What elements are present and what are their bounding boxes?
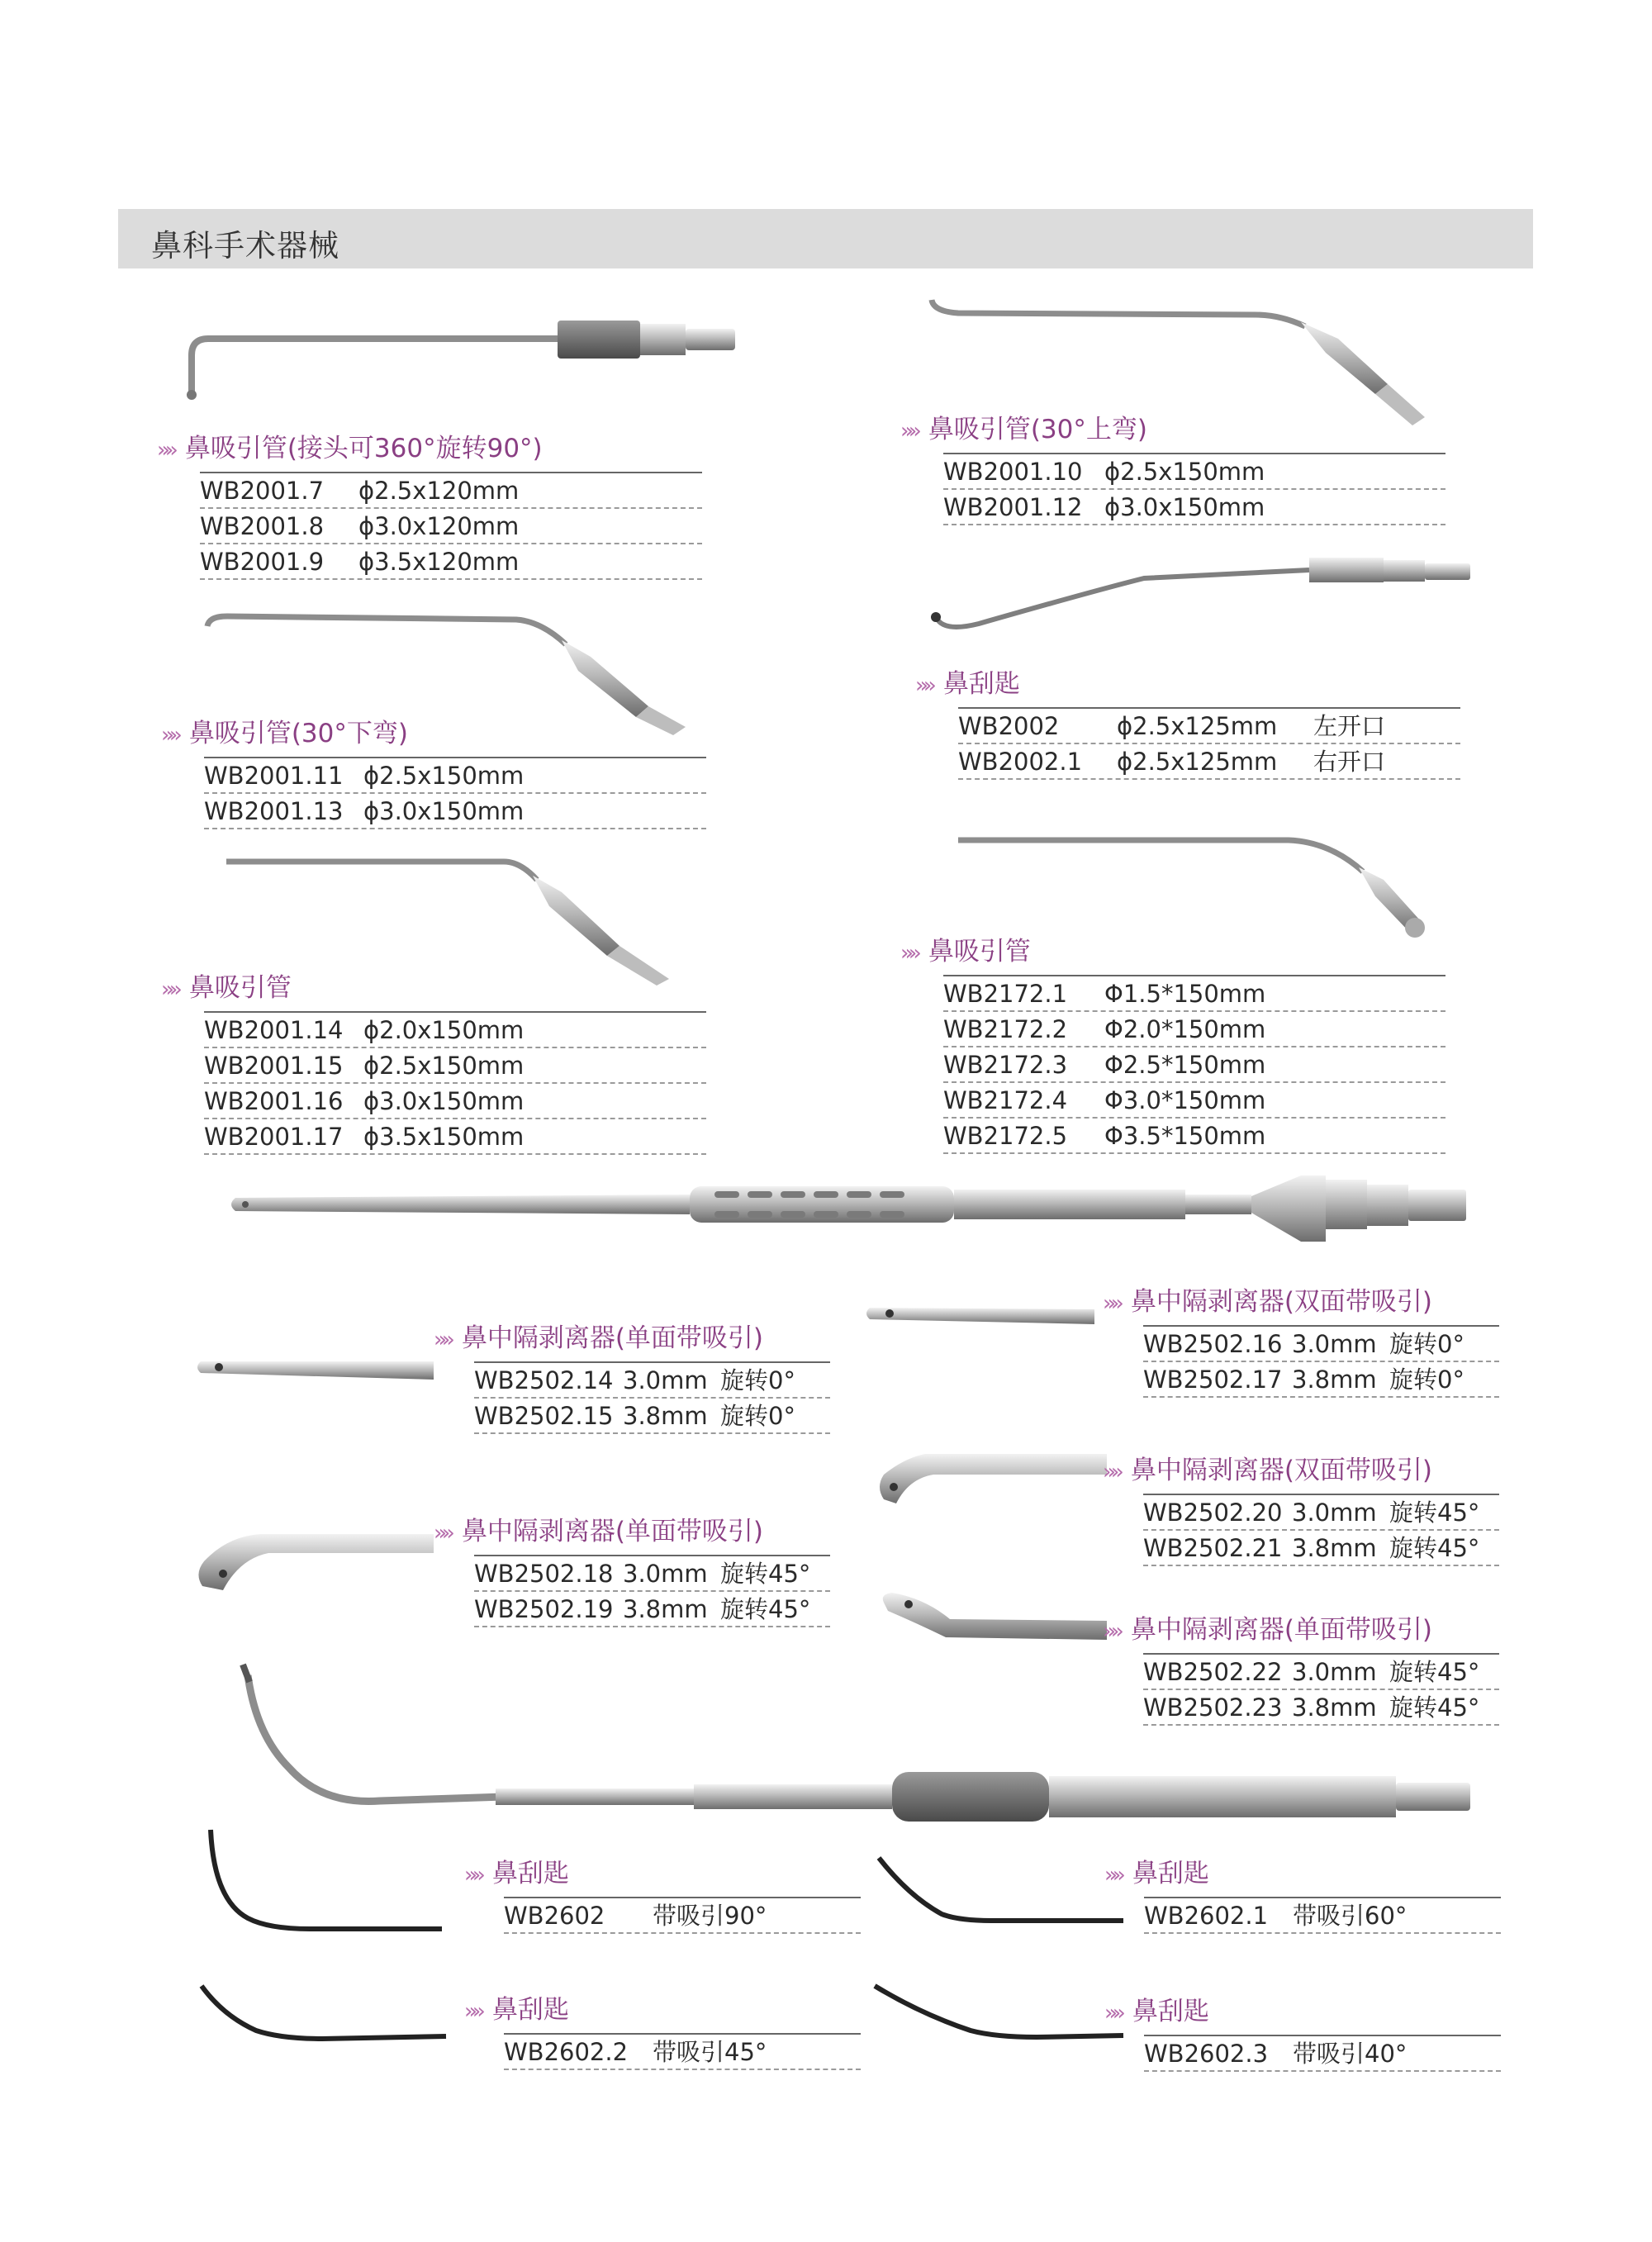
table-row <box>943 1047 1446 1083</box>
table-row <box>1143 1655 1499 1690</box>
group-title <box>161 965 706 1011</box>
cell-text: WB2502.17 <box>1143 1366 1283 1394</box>
nasal-curette-image <box>929 541 1474 640</box>
cell-text: WB2502.22 <box>1143 1658 1283 1686</box>
chevron-icon: »» <box>1103 1460 1119 1484</box>
cell-text: 旋转45° <box>720 1595 811 1623</box>
cell-text: 左开口 <box>1313 712 1386 740</box>
chevron-icon: »» <box>157 438 173 463</box>
cell-text: Φ2.5*150mm <box>1104 1051 1266 1079</box>
cell-text: WB2602.2 <box>504 2038 629 2066</box>
cell-text: ϕ2.5x150mm <box>1104 458 1265 486</box>
cell-text: WB2001.13 <box>204 797 344 825</box>
cell-text: 带吸引90° <box>653 1902 767 1930</box>
chevron-icon: »» <box>434 1328 450 1352</box>
group-title <box>434 1315 830 1361</box>
cell-text: 鼻中隔剥离器(双面带吸引) <box>1130 1287 1433 1317</box>
cell-text: 旋转0° <box>720 1402 795 1430</box>
section-header-banner <box>118 209 1533 268</box>
cell-text: Φ3.0*150mm <box>1104 1086 1266 1114</box>
table-row <box>204 1084 706 1119</box>
table-row <box>474 1556 830 1592</box>
product-group-suction-360 <box>157 425 702 580</box>
elevator-tip-image-1 <box>194 1347 434 1388</box>
product-group-suction <box>161 965 706 1155</box>
cell-text: Φ3.5*150mm <box>1104 1122 1266 1150</box>
product-group-suction-30-up <box>900 406 1446 525</box>
curette-60-image <box>876 1855 1123 1929</box>
group-title <box>161 710 706 757</box>
cell-text: 鼻刮匙 <box>1132 1997 1209 2026</box>
elevator-tip-image-5 <box>876 1586 1107 1652</box>
table-row <box>474 1363 830 1399</box>
cell-text: 鼻吸引管(30°下弯) <box>188 719 408 748</box>
cell-text: 鼻吸引管 <box>188 973 292 1003</box>
table-row <box>943 454 1446 490</box>
cell-text: WB2001.17 <box>204 1123 344 1151</box>
cell-text: ϕ2.5x150mm <box>363 1052 525 1080</box>
cell-text: WB2002.1 <box>958 748 1083 776</box>
table-row <box>958 709 1460 744</box>
table-row <box>204 1013 706 1048</box>
table-row <box>1143 1690 1499 1726</box>
suction-tube-90-image <box>182 306 743 405</box>
product-group-septum-elevator-single-45b <box>1103 1607 1499 1726</box>
product-group-curette-40 <box>1104 1988 1501 2072</box>
cell-text: WB2001.16 <box>204 1087 344 1115</box>
product-group-suction-2172 <box>900 929 1446 1154</box>
page-title: 鼻科手术器械 <box>151 228 339 264</box>
cell-text: 鼻刮匙 <box>942 669 1020 699</box>
table-row <box>943 1119 1446 1154</box>
cell-text: WB2502.18 <box>474 1560 614 1588</box>
chevron-icon: »» <box>161 723 178 748</box>
cell-text: WB2502.19 <box>474 1595 614 1623</box>
chevron-icon: »» <box>464 1999 481 2024</box>
table-row <box>200 544 702 580</box>
cell-text: 3.8mm <box>623 1595 708 1623</box>
cell-text: ϕ3.0x150mm <box>1104 493 1265 521</box>
table-row <box>1143 1327 1499 1362</box>
cell-text: 鼻吸引管(30°上弯) <box>928 415 1147 444</box>
cell-text: 旋转45° <box>1389 1534 1480 1562</box>
chevron-icon: »» <box>1104 1863 1121 1888</box>
cell-text: WB2602.1 <box>1144 1902 1269 1930</box>
cell-text: 3.8mm <box>1292 1366 1377 1394</box>
chevron-icon: »» <box>900 419 917 444</box>
cell-text: 鼻中隔剥离器(单面带吸引) <box>461 1323 764 1353</box>
cell-text: 鼻中隔剥离器(单面带吸引) <box>1130 1615 1433 1645</box>
cell-text: WB2001.7 <box>200 477 325 505</box>
elevator-tip-image-3 <box>876 1437 1107 1512</box>
cell-text: ϕ3.0x150mm <box>363 1087 525 1115</box>
table-row <box>943 1012 1446 1047</box>
elevator-tip-image-2 <box>863 1293 1094 1334</box>
cell-text: 旋转0° <box>1389 1330 1464 1358</box>
cell-text: Φ1.5*150mm <box>1104 980 1266 1008</box>
chevron-icon: »» <box>1103 1291 1119 1316</box>
cell-text: ϕ3.0x120mm <box>358 512 520 540</box>
elevator-tip-image-4 <box>194 1516 434 1598</box>
product-group-septum-elevator-double-0 <box>1103 1279 1499 1398</box>
table-row <box>204 1119 706 1155</box>
curette-45-image <box>198 1983 446 2049</box>
cell-text: WB2502.15 <box>474 1402 614 1430</box>
cell-text: WB2502.21 <box>1143 1534 1283 1562</box>
curette-40-image <box>871 1983 1123 2049</box>
cell-text: 3.8mm <box>1292 1534 1377 1562</box>
product-group-curette-90 <box>464 1850 861 1934</box>
group-title <box>1103 1607 1499 1653</box>
cell-text: WB2502.23 <box>1143 1693 1283 1722</box>
cell-text: WB2502.20 <box>1143 1499 1283 1527</box>
cell-text: WB2001.9 <box>200 548 325 576</box>
table-row <box>200 509 702 544</box>
table-row <box>1143 1495 1499 1531</box>
cell-text: 带吸引40° <box>1293 2040 1408 2068</box>
table-row <box>204 758 706 794</box>
product-group-curette <box>915 661 1460 780</box>
cell-text: WB2602.3 <box>1144 2040 1269 2068</box>
cell-text: ϕ2.5x125mm <box>1117 712 1278 740</box>
cell-text: 鼻中隔剥离器(双面带吸引) <box>1130 1456 1433 1485</box>
cell-text: 鼻刮匙 <box>1132 1859 1209 1888</box>
cell-text: ϕ2.5x125mm <box>1117 748 1278 776</box>
cell-text: WB2002 <box>958 712 1060 740</box>
table-row <box>204 1048 706 1084</box>
chevron-icon: »» <box>900 941 917 966</box>
cell-text: WB2172.4 <box>943 1086 1068 1114</box>
cell-text: 旋转45° <box>720 1560 811 1588</box>
cell-text: 鼻刮匙 <box>491 1995 569 2025</box>
cell-text: 旋转45° <box>1389 1499 1480 1527</box>
cell-text: 带吸引45° <box>653 2038 767 2066</box>
cell-text: WB2172.3 <box>943 1051 1068 1079</box>
product-group-curette-45 <box>464 1987 861 2070</box>
table-row <box>204 794 706 829</box>
cell-text: Φ2.0*150mm <box>1104 1015 1266 1043</box>
chevron-icon: »» <box>915 673 932 698</box>
product-group-suction-30-down <box>161 710 706 829</box>
cell-text: ϕ2.5x120mm <box>358 477 520 505</box>
group-title <box>1104 1988 1501 2035</box>
table-row <box>200 473 702 509</box>
cell-text: WB2001.11 <box>204 762 344 790</box>
cell-text: 3.0mm <box>623 1366 708 1394</box>
chevron-icon: »» <box>161 977 178 1002</box>
cell-text: ϕ3.5x150mm <box>363 1123 525 1151</box>
cell-text: WB2001.12 <box>943 493 1083 521</box>
cell-text: 旋转0° <box>720 1366 795 1394</box>
group-title <box>434 1508 830 1555</box>
cell-text: ϕ3.0x150mm <box>363 797 525 825</box>
cell-text: WB2502.14 <box>474 1366 614 1394</box>
group-title <box>1103 1447 1499 1494</box>
group-title <box>900 929 1446 975</box>
cell-text: 鼻中隔剥离器(单面带吸引) <box>461 1517 764 1546</box>
group-title <box>157 425 702 472</box>
cell-text: 带吸引60° <box>1293 1902 1408 1930</box>
cell-text: 3.0mm <box>1292 1658 1377 1686</box>
cell-text: WB2001.10 <box>943 458 1083 486</box>
table-row <box>504 2035 861 2070</box>
cell-text: 鼻吸引管(接头可360°旋转90°) <box>184 434 543 463</box>
product-group-curette-60 <box>1104 1850 1501 1934</box>
group-title <box>915 661 1460 707</box>
cell-text: 旋转45° <box>1389 1658 1480 1686</box>
cell-text: WB2001.14 <box>204 1016 344 1044</box>
table-row <box>474 1399 830 1434</box>
cell-text: WB2172.5 <box>943 1122 1068 1150</box>
septum-elevator-handle-image <box>227 1171 1483 1254</box>
table-row <box>1144 1898 1501 1934</box>
cell-text: WB2001.8 <box>200 512 325 540</box>
product-group-septum-elevator-single-0 <box>434 1315 830 1434</box>
cell-text: 旋转0° <box>1389 1366 1464 1394</box>
cell-text: 鼻吸引管 <box>928 937 1031 967</box>
table-row <box>943 1083 1446 1119</box>
table-row <box>943 976 1446 1012</box>
cell-text: 右开口 <box>1313 748 1386 776</box>
table-row <box>1143 1531 1499 1566</box>
group-title <box>1103 1279 1499 1325</box>
cell-text: 鼻刮匙 <box>491 1859 569 1888</box>
cell-text: ϕ3.5x120mm <box>358 548 520 576</box>
chevron-icon: »» <box>1104 2001 1121 2026</box>
cell-text: WB2602 <box>504 1902 605 1930</box>
table-row <box>958 744 1460 780</box>
group-title <box>1104 1850 1501 1897</box>
chevron-icon: »» <box>1103 1619 1119 1644</box>
chevron-icon: »» <box>464 1863 481 1888</box>
cell-text: 旋转45° <box>1389 1693 1480 1722</box>
group-title <box>464 1850 861 1897</box>
cell-text: 3.0mm <box>1292 1330 1377 1358</box>
table-row <box>1144 2036 1501 2072</box>
cell-text: WB2502.16 <box>1143 1330 1283 1358</box>
chevron-icon: »» <box>434 1521 450 1546</box>
group-title <box>464 1987 861 2033</box>
curette-90-image <box>202 1826 442 1937</box>
table-row <box>504 1898 861 1934</box>
table-row <box>1143 1362 1499 1398</box>
cell-text: ϕ2.5x150mm <box>363 762 525 790</box>
cell-text: 3.0mm <box>1292 1499 1377 1527</box>
table-row <box>943 490 1446 525</box>
cell-text: 3.8mm <box>623 1402 708 1430</box>
table-row <box>474 1592 830 1627</box>
product-group-septum-elevator-single-45 <box>434 1508 830 1627</box>
product-group-septum-elevator-double-45 <box>1103 1447 1499 1566</box>
cell-text: WB2172.2 <box>943 1015 1068 1043</box>
group-title <box>900 406 1446 453</box>
cell-text: ϕ2.0x150mm <box>363 1016 525 1044</box>
cell-text: WB2172.1 <box>943 980 1068 1008</box>
cell-text: WB2001.15 <box>204 1052 344 1080</box>
cell-text: 3.0mm <box>623 1560 708 1588</box>
cell-text: 3.8mm <box>1292 1693 1377 1722</box>
